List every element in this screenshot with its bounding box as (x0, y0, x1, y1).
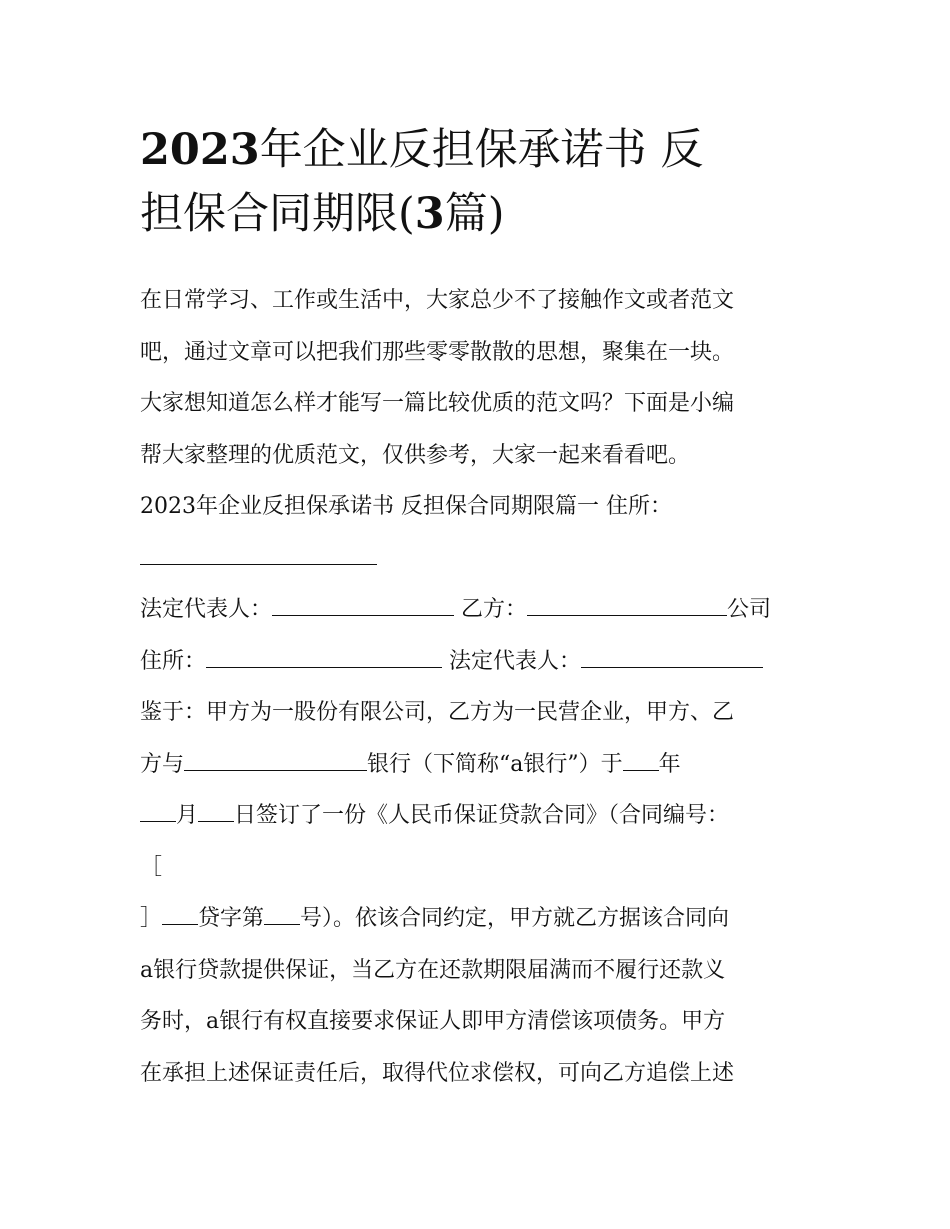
document-body (140, 280, 820, 1104)
paragraph-text: 银行（下简称“a银行”）于 (367, 751, 623, 777)
section-heading: 2023年企业反担保承诺书 反担保合同期限篇一 住所： (140, 494, 672, 519)
paragraph-line: 鉴于：甲方为一股份有限公司，乙方为一民营企业，甲方、乙 (140, 700, 735, 725)
legal-rep-line (140, 589, 820, 641)
paragraph-line: 务时，a银行有权直接要求保证人即甲方清偿该项债务。甲方 (140, 1009, 726, 1034)
paragraph-line (140, 795, 820, 847)
legal-rep-label-2: 法定代表人： (449, 648, 582, 674)
legal-rep-label: 法定代表人： (140, 597, 273, 622)
month-blank (140, 805, 176, 822)
code-blank (162, 908, 198, 925)
title-end: 篇) (444, 189, 505, 239)
paragraph-line (140, 744, 820, 796)
document-title (140, 118, 840, 246)
paragraph-text: 年 (658, 751, 681, 777)
number-blank (264, 908, 300, 925)
paragraph-text: 方与 (140, 751, 185, 777)
paragraph-line: a银行贷款提供保证，当乙方在还款期限届满而不履行还款义 (140, 957, 726, 983)
paragraph-line (140, 898, 820, 950)
paragraph-text: 日签订了一份《人民币保证贷款合同》（合同编号： (234, 803, 730, 828)
party-b-blank (527, 599, 727, 616)
day-blank (198, 805, 234, 822)
title-line-2: 担保合同期限( (140, 189, 415, 239)
intro-line: 在日常学习、工作或生活中，大家总少不了接触作文或者范文 (140, 288, 735, 313)
title-count: 3 (414, 189, 445, 239)
address-blank (140, 548, 377, 565)
party-b-label: 乙方： (461, 597, 528, 622)
paragraph-line: 在承担上述保证责任后，取得代位求偿权，可向乙方追偿上述 (140, 1060, 735, 1086)
intro-line: 大家想知道怎么样才能写一篇比较优质的范文吗？下面是小编 (140, 391, 735, 416)
company-suffix: 公司 (727, 597, 772, 622)
address-blank-line (140, 538, 820, 590)
address-label: 住所： (140, 648, 207, 674)
legal-rep-blank-2 (581, 651, 763, 668)
title-line-1: 年企业反担保承诺书 反 (259, 125, 704, 175)
paragraph-text: 贷字第 (198, 906, 265, 931)
intro-line: 吧，通过文章可以把我们那些零零散散的思想，聚集在一块。 (140, 339, 735, 365)
bank-blank (184, 754, 367, 771)
legal-rep-blank (272, 599, 454, 616)
title-year: 2023 (140, 125, 260, 175)
paragraph-line: ［ (140, 854, 163, 880)
paragraph-text: 号）。依该合同约定，甲方就乙方据该合同向 (300, 906, 730, 931)
address-line (140, 641, 820, 693)
year-blank (623, 754, 659, 771)
intro-line: 帮大家整理的优质范文，仅供参考，大家一起来看看吧。 (140, 442, 691, 468)
paragraph-text: ］ (140, 906, 163, 931)
address-blank-2 (206, 651, 442, 668)
paragraph-text: 月 (176, 803, 199, 828)
